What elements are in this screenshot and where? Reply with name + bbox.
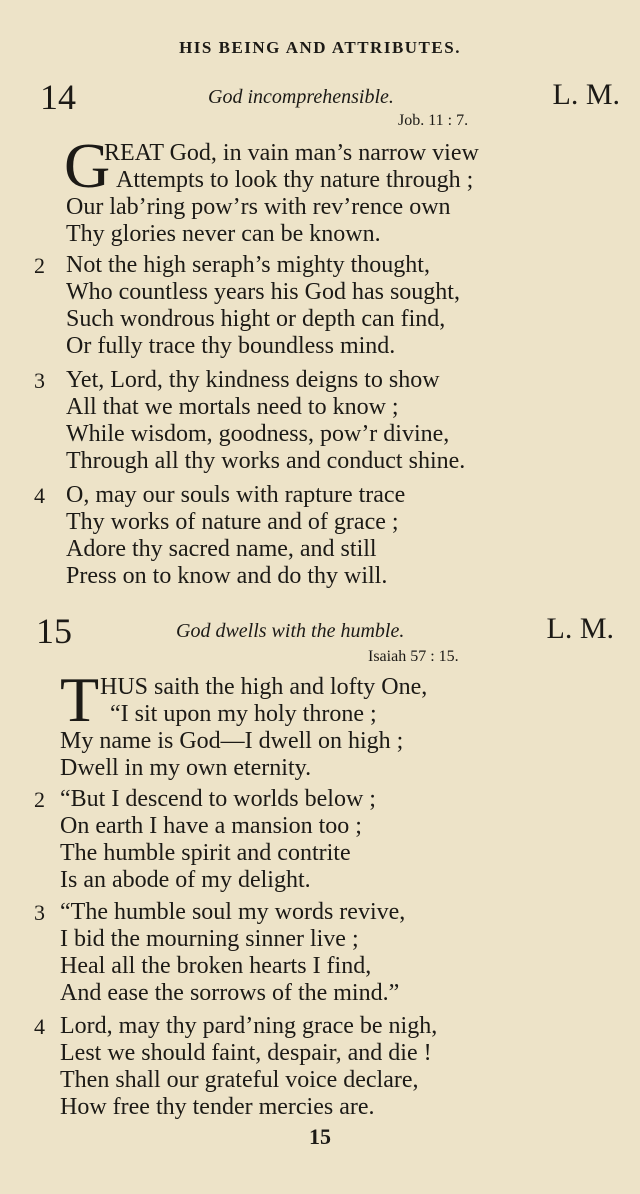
stanza — [0, 786, 640, 894]
page-number: 15 — [309, 1124, 331, 1149]
verse-line: While wisdom, goodness, pow’r divine, — [66, 421, 450, 447]
verse-line: Dwell in my own eternity. — [60, 755, 312, 781]
hymn-meter: L. M. — [546, 612, 614, 645]
stanza — [0, 130, 640, 248]
verse-line: Our lab’ring pow’rs with rev’rence own — [66, 194, 451, 220]
verse-line: Lord, may thy pard’ning grace be nigh, — [60, 1013, 438, 1039]
hymn-meter: L. M. — [552, 78, 620, 111]
drop-cap: G — [64, 130, 111, 201]
stanza-number: 2 — [34, 787, 45, 812]
verse-line: HUS saith the high and lofty One, — [100, 674, 428, 700]
stanza-number: 4 — [34, 1014, 45, 1039]
verse-line: REAT God, in vain man’s narrow view — [104, 140, 479, 166]
stanza — [0, 664, 640, 782]
drop-cap: T — [60, 664, 100, 735]
verse-line: I bid the mourning sinner live ; — [60, 926, 359, 952]
verse-line: Yet, Lord, thy kindness deigns to show — [66, 367, 440, 393]
verse-line: Lest we should faint, despair, and die ! — [60, 1040, 432, 1066]
stanza-number: 4 — [34, 483, 45, 508]
verse-line: Through all thy works and conduct shine. — [66, 448, 466, 474]
stanza-number: 3 — [34, 900, 45, 925]
verse-line: And ease the sorrows of the mind.” — [60, 980, 400, 1006]
stanza-number: 3 — [34, 368, 45, 393]
verse-line: Thy works of nature and of grace ; — [66, 509, 399, 535]
verse-line: “I sit upon my holy throne ; — [110, 701, 377, 727]
stanza — [0, 1013, 640, 1121]
verse-line: Then shall our grateful voice declare, — [60, 1067, 419, 1093]
verse-line: Attempts to look thy nature through ; — [116, 167, 474, 193]
verse-line: Such wondrous hight or depth can find, — [66, 306, 446, 332]
verse-line: Adore thy sacred name, and still — [66, 536, 377, 562]
hymn-15-heading — [0, 610, 640, 650]
verse-line: My name is God—I dwell on high ; — [60, 728, 404, 754]
running-header: HIS BEING AND ATTRIBUTES. — [179, 38, 461, 57]
verse-line: Is an abode of my delight. — [60, 867, 311, 893]
stanza — [0, 252, 640, 360]
verse-line: The humble spirit and contrite — [60, 840, 351, 866]
hymn-title: God dwells with the humble. — [176, 620, 405, 642]
verse-line: How free thy tender mercies are. — [60, 1094, 375, 1120]
verse-line: All that we mortals need to know ; — [66, 394, 399, 420]
verse-line: Thy glories never can be known. — [66, 221, 381, 247]
stanza — [0, 482, 640, 590]
verse-line: On earth I have a mansion too ; — [60, 813, 362, 839]
verse-line: “The humble soul my words revive, — [60, 899, 406, 925]
hymn-title: God incomprehensible. — [208, 86, 394, 108]
hymn-number: 15 — [36, 611, 72, 651]
verse-line: Not the high seraph’s mighty thought, — [66, 252, 430, 278]
hymn-14-heading — [0, 76, 640, 116]
stanza — [0, 367, 640, 475]
verse-line: Heal all the broken hearts I find, — [60, 953, 372, 979]
verse-line: “But I descend to worlds below ; — [60, 786, 376, 812]
stanza-number: 2 — [34, 253, 45, 278]
stanza — [0, 899, 640, 1007]
verse-line: Or fully trace thy boundless mind. — [66, 333, 396, 359]
verse-line: Who countless years his God has sought, — [66, 279, 460, 305]
hymn-number: 14 — [40, 77, 76, 117]
scripture-reference: Isaiah 57 : 15. — [368, 648, 459, 665]
scripture-reference: Job. 11 : 7. — [398, 112, 469, 129]
verse-line: O, may our souls with rapture trace — [66, 482, 406, 508]
verse-line: Press on to know and do thy will. — [66, 563, 388, 589]
